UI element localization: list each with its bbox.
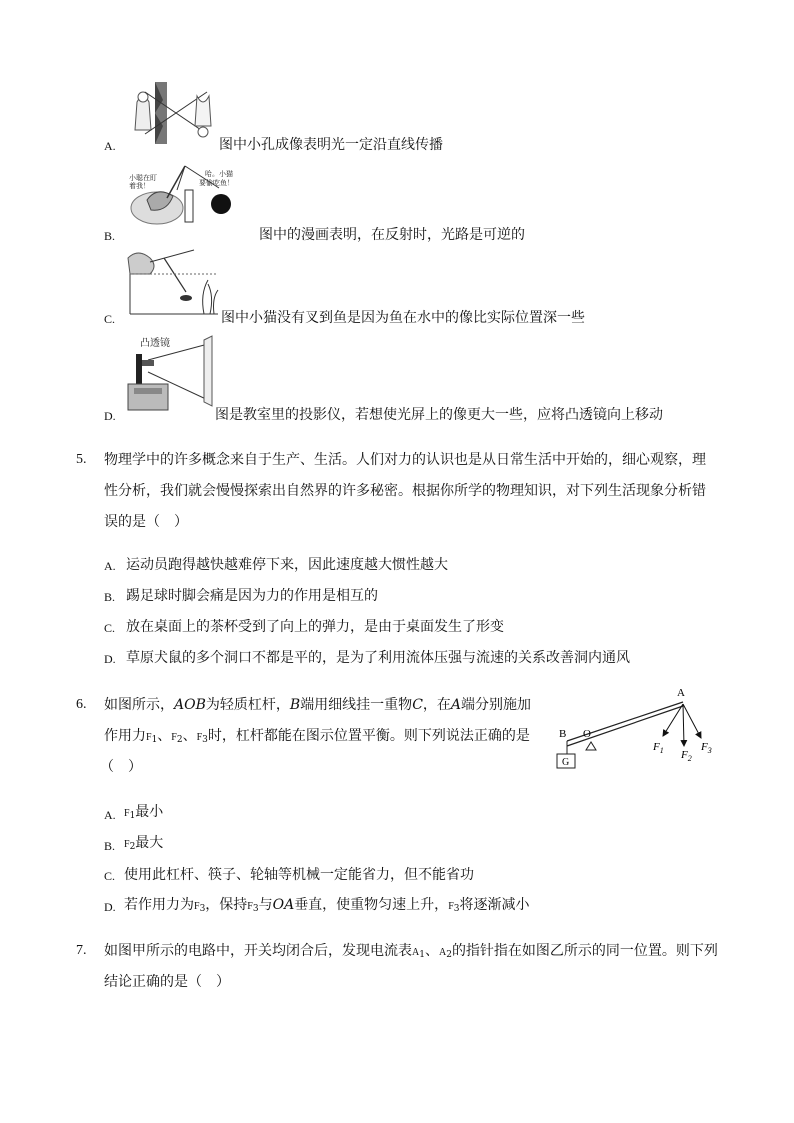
q6-option-b-sub: 2 <box>129 842 136 852</box>
q6-option-b-symbol: F <box>124 839 130 850</box>
q7-a2-sub: 2 <box>446 950 452 960</box>
force-f3-arrow <box>683 704 701 738</box>
q5-stem-line-3: 误的是（ ） <box>104 514 188 530</box>
q6-d-text: ，保持 <box>205 897 248 913</box>
q6-var-c: C <box>412 697 423 713</box>
q5-option-a-letter: A. <box>104 559 116 573</box>
projector-image <box>124 330 216 414</box>
q6-text: ，在 <box>422 697 451 713</box>
q5-option-b-letter: B. <box>104 590 116 604</box>
cartoon-right-bubble-1: 哈。小猫 <box>205 170 233 178</box>
q6-text: 如图所示， <box>104 697 174 713</box>
q4-option-a-text: 图中小孔成像表明光一定沿直线传播 <box>219 137 443 153</box>
q5-option-c-letter: C. <box>104 621 116 635</box>
point-label-a: A <box>677 687 685 699</box>
q7-text: 的指针指在如图乙所示的同一位置。则下列 <box>451 943 718 959</box>
q4-option-b-text: 图中的漫画表明，在反射时，光路是可逆的 <box>259 227 525 243</box>
point-label-b: B <box>559 728 567 740</box>
q6-option-c-letter: C. <box>104 869 116 883</box>
q6-stem-line-3: （ ） <box>100 759 142 775</box>
q6-d-text: 垂直，使重物匀速上升， <box>294 897 449 913</box>
q6-option-a-text <box>124 803 163 825</box>
q4-option-a-letter: A. <box>104 139 116 153</box>
q7-stem-line-1 <box>104 942 718 964</box>
q6-d-sub: 3 <box>252 904 259 914</box>
q6-f3-symbol: F <box>196 732 203 743</box>
q6-f1-sub: 1 <box>151 735 158 745</box>
point-label-o: O <box>583 728 591 740</box>
q6-var-aob: AOB <box>174 697 206 713</box>
q5-option-b-text: 踢足球时脚会痛是因为力的作用是相互的 <box>126 588 378 604</box>
q6-option-b-letter: B. <box>104 839 116 853</box>
cartoon-right-bubble-2: 要偷吃鱼！ <box>199 179 234 187</box>
q6-option-a-symbol: F <box>124 808 130 819</box>
projector-lens-label: 凸透镜 <box>140 338 170 349</box>
force-f2-label: $F_2$ <box>681 749 692 763</box>
q6-text: 、 <box>182 728 197 744</box>
q6-option-a-sub: 1 <box>129 811 136 821</box>
force-f3-label: $F_3$ <box>701 741 712 755</box>
q7-a1-sub: 1 <box>419 950 425 960</box>
q5-option-d-text: 草原犬鼠的多个洞口不都是平的，是为了利用流体压强与流速的关系改善洞内通风 <box>126 650 630 666</box>
force-f1-arrow <box>663 704 683 736</box>
q6-option-c-text: 使用此杠杆、筷子、轮轴等机械一定能省力，但不能省功 <box>124 867 474 883</box>
q7-a2-symbol: A <box>438 947 447 958</box>
q6-f1-symbol: F <box>146 732 152 743</box>
cartoon-image <box>127 160 239 232</box>
q6-option-b-label: 最大 <box>135 835 164 851</box>
pinhole-image <box>127 82 219 144</box>
q5-stem-line-1: 物理学中的许多概念来自于生产、生活。人们对力的认识也是从日常生活中开始的，细心观察，理 <box>104 452 706 468</box>
q6-d-f3: F <box>194 901 200 912</box>
q6-option-d-text <box>124 896 529 918</box>
q6-option-b-text <box>124 834 163 856</box>
q6-text: 、 <box>157 728 172 744</box>
q6-f3-sub: 3 <box>202 735 208 745</box>
force-f1-label: $F_1$ <box>653 741 664 755</box>
q6-d-text: 若作用力为 <box>124 897 194 913</box>
q6-option-a-label: 最小 <box>135 804 164 820</box>
q6-option-d-letter: D. <box>104 900 116 914</box>
q6-number: 6. <box>76 697 87 712</box>
cartoon-left-bubble-1: 小聪在盯 <box>129 174 157 182</box>
q6-text: 时，杠杆都能在图示位置平衡。则下列说法正确的是 <box>207 728 530 744</box>
q7-text: 如图甲所示的电路中，开关均闭合后，发现电流表 <box>104 943 412 959</box>
q4-option-d-text: 图是教室里的投影仪，若想使光屏上的像更大一些，应将凸透镜向上移动 <box>215 407 663 423</box>
q6-text: 端分别施加 <box>461 697 532 713</box>
q6-d-text: 将逐渐减小 <box>459 897 530 913</box>
q5-option-d-letter: D. <box>104 652 116 666</box>
q6-text: 为轻质杠杆， <box>205 697 290 713</box>
q4-option-c-text: 图中小猫没有叉到鱼是因为鱼在水中的像比实际位置深一些 <box>221 310 585 326</box>
cartoon-left-bubble-2: 着我！ <box>129 182 150 190</box>
lever-diagram <box>553 684 723 770</box>
q6-f2-sub: 2 <box>176 735 183 745</box>
q6-option-a-letter: A. <box>104 808 116 822</box>
q4-option-b-letter: B. <box>104 229 116 243</box>
q7-stem-line-2: 结论正确的是（ ） <box>104 974 230 990</box>
q6-d-f3: F <box>247 901 253 912</box>
q6-var-b: B <box>289 697 301 713</box>
q6-stem-line-2 <box>104 727 530 749</box>
q6-d-oa: OA <box>272 897 295 913</box>
q5-stem-line-2: 性分析，我们就会慢慢探索出自然界的许多秘密。根据你所学的物理知识，对下列生活现象分析错 <box>104 483 706 499</box>
q5-option-a-text: 运动员跑得越快越难停下来，因此速度越大惯性越大 <box>126 557 448 573</box>
q5-number: 5. <box>76 452 87 467</box>
q6-stem-line-1 <box>104 696 531 714</box>
q6-text: 端用细线挂一重物 <box>300 697 413 713</box>
q4-option-c-letter: C. <box>104 312 116 326</box>
q6-d-sub: 3 <box>453 904 460 914</box>
q6-d-sub: 3 <box>199 904 206 914</box>
q6-d-text: 与 <box>258 897 273 913</box>
force-f2-arrow <box>683 704 684 746</box>
q5-option-c-text: 放在桌面上的茶杯受到了向上的弹力，是由于桌面发生了形变 <box>126 619 504 635</box>
q7-a1-symbol: A <box>412 947 420 958</box>
q4-option-d-letter: D. <box>104 409 116 423</box>
q6-f2-symbol: F <box>171 732 177 743</box>
cat-fishing-image <box>124 244 220 316</box>
q7-text: 、 <box>424 943 439 959</box>
q6-d-f3: F <box>448 901 454 912</box>
q6-text: 作用力 <box>104 728 146 744</box>
weight-label-g: G <box>562 757 570 768</box>
q7-number: 7. <box>76 943 87 958</box>
q6-var-a: A <box>450 697 462 713</box>
